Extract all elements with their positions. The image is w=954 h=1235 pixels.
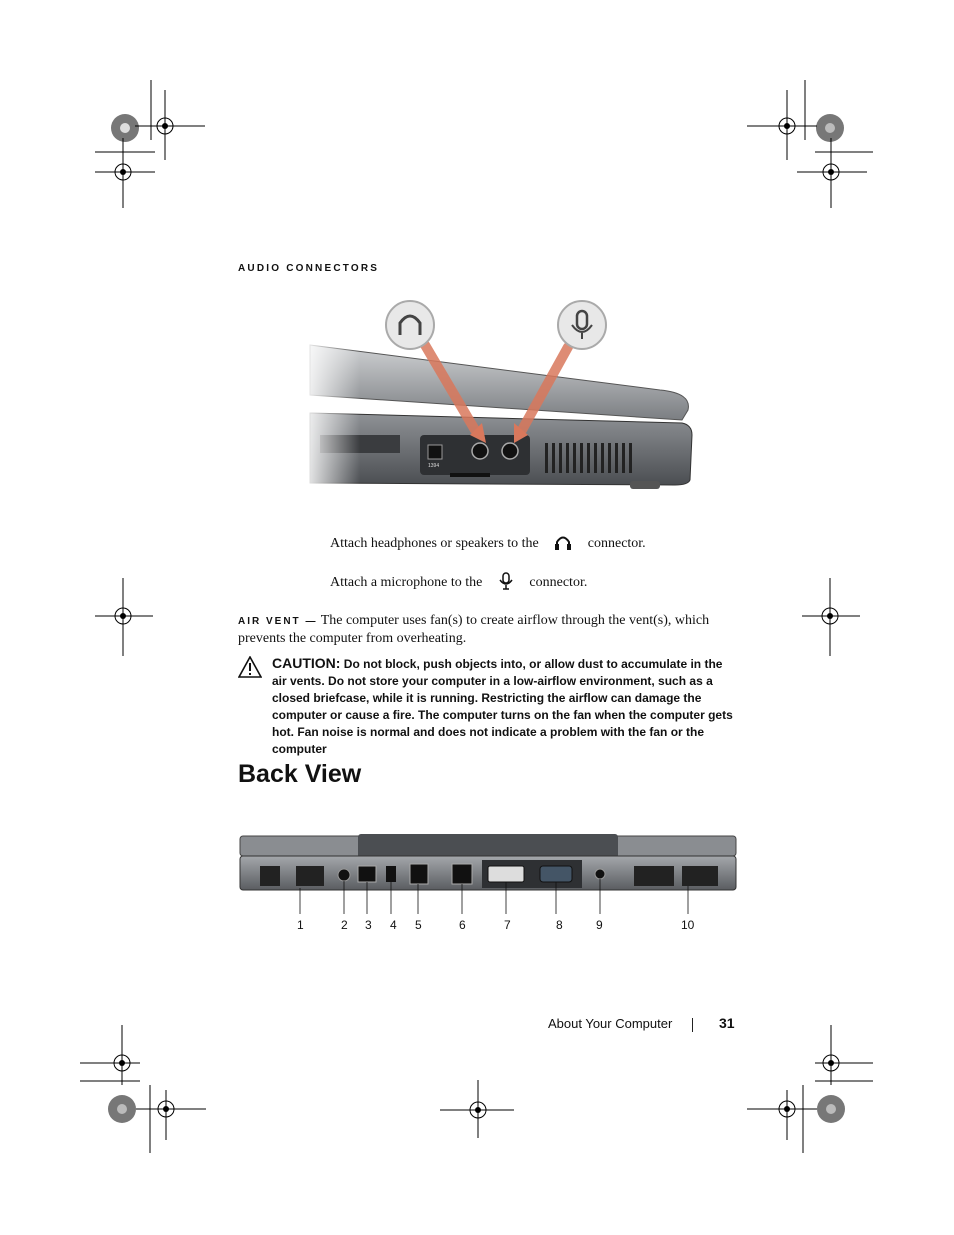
footer-separator xyxy=(692,1018,693,1032)
attach-headphones-before: Attach headphones or speakers to the xyxy=(330,536,539,551)
page-number: 31 xyxy=(719,1015,735,1031)
callout-6: 6 xyxy=(459,918,466,932)
laptop-back-view-illustration xyxy=(238,828,738,938)
callout-10: 10 xyxy=(681,918,695,932)
attach-headphones-after: connector. xyxy=(587,536,646,551)
callout-9: 9 xyxy=(596,918,603,932)
microphone-connector-callout-icon xyxy=(558,301,606,349)
registration-mark-bottom-left xyxy=(80,1025,210,1155)
laptop-side-view-illustration xyxy=(300,295,700,495)
callout-4: 4 xyxy=(390,918,397,932)
callout-2: 2 xyxy=(341,918,348,932)
callout-8: 8 xyxy=(556,918,563,932)
back-view-title: Back View xyxy=(238,760,362,788)
headphone-icon xyxy=(552,532,574,552)
attach-headphones-text xyxy=(330,532,646,552)
footer-section-title: About Your Computer xyxy=(548,1016,673,1031)
registration-mark-mid-left xyxy=(95,578,155,658)
callout-1: 1 xyxy=(297,918,304,932)
port-label-1394: 1394 xyxy=(428,463,440,469)
headphone-connector-callout-icon xyxy=(386,301,434,349)
microphone-icon xyxy=(496,571,516,591)
caution-label: CAUTION: xyxy=(272,655,341,671)
registration-mark-mid-right xyxy=(802,578,862,658)
registration-mark-top-left xyxy=(95,80,210,210)
callout-7: 7 xyxy=(504,918,511,932)
registration-mark-top-right xyxy=(745,80,875,210)
attach-microphone-text xyxy=(330,571,587,591)
callout-3: 3 xyxy=(365,918,372,932)
registration-mark-bottom-center xyxy=(440,1080,516,1140)
caution-text: Do not block, push objects into, or allow dust to accumulate in the air vents. Do not store your computer in a low-airflow environment, such as a closed briefcase, while it is running. Restricting the airflow can damage the computer or cause a fire. The computer turns on the fan when the computer gets hot. Fan noise is normal and does not indicate a problem with the fan or the computer xyxy=(272,657,733,756)
attach-microphone-after: connector. xyxy=(529,575,588,590)
attach-microphone-before: Attach a microphone to the xyxy=(330,575,483,590)
section-heading-audio-connectors: AUDIO CONNECTORS xyxy=(238,263,380,274)
air-vent-lead: AIR VENT — xyxy=(238,616,318,627)
caution-triangle-icon xyxy=(238,656,262,678)
air-vent-paragraph xyxy=(238,612,738,647)
air-vent-text: The computer uses fan(s) to create airflow through the vent(s), which prevents the computer from overheating. xyxy=(238,613,710,646)
caution-notice xyxy=(272,655,738,758)
callout-5: 5 xyxy=(415,918,422,932)
registration-mark-bottom-right xyxy=(745,1025,875,1155)
